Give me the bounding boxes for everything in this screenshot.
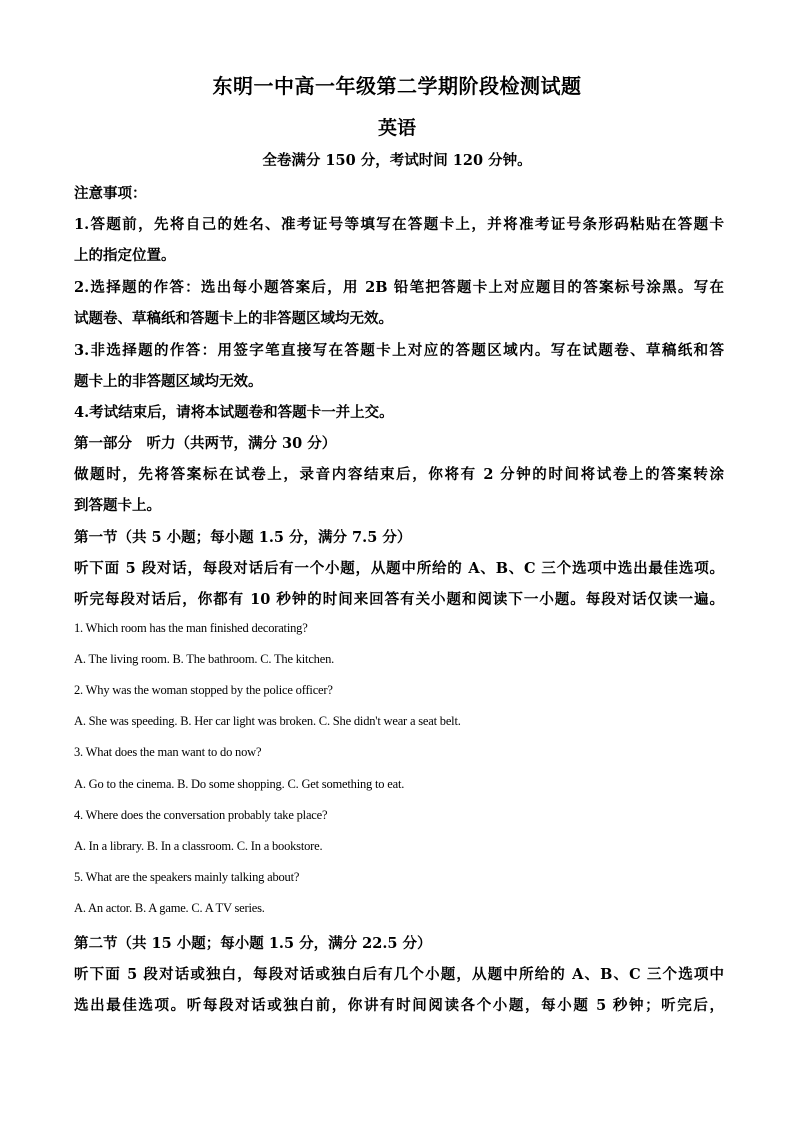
section2-instruction-line-2: 选出最佳选项。听每段对话或独白前，你讲有时间阅读各个小题，每小题 5 秒钟；听完后， — [74, 997, 724, 1014]
section2-heading: 第二节（共 15 小题；每小题 1.5 分，满分 22.5 分） — [74, 935, 432, 952]
question-2-options: A. She was speeding. B. Her car light was broken. C. She didn't wear a seat belt. — [74, 714, 461, 728]
question-4-text: 4. Where does the conversation probably take place? — [74, 808, 328, 822]
section2-instruction-line-1: 听下面 5 段对话或独白，每段对话或独白后有几个小题，从题中所给的 A、B、C 三个选项中 — [74, 966, 724, 983]
part1-intro-line-2: 到答题卡上。 — [74, 497, 161, 514]
section1-instruction-line-2: 听完每段对话后，你都有 10 秒钟的时间来回答有关小题和阅读下一小题。每段对话仅读一遍。 — [74, 591, 724, 608]
section1-heading: 第一节（共 5 小题；每小题 1.5 分，满分 7.5 分） — [74, 529, 412, 546]
notice-item-1-line-1: 1.答题前，先将自己的姓名、准考证号等填写在答题卡上，并将准考证号条形码粘贴在答题卡 — [74, 216, 724, 233]
notice-item-4: 4.考试结束后，请将本试题卷和答题卡一并上交。 — [74, 404, 394, 421]
exam-title: 东明一中高一年级第二学期阶段检测试题 — [212, 74, 582, 98]
subject-title: 英语 — [377, 117, 416, 139]
part1-intro-line-1: 做题时，先将答案标在试卷上，录音内容结束后，你将有 2 分钟的时间将试卷上的答案转涂 — [74, 466, 724, 483]
notice-item-2-line-2: 试题卷、草稿纸和答题卡上的非答题区域均无效。 — [74, 310, 393, 327]
question-4-options: A. In a library. B. In a classroom. C. In a bookstore. — [74, 839, 323, 853]
notice-item-1-line-2: 上的指定位置。 — [74, 247, 176, 264]
question-1-text: 1. Which room has the man finished decorating? — [74, 621, 308, 635]
notice-item-3-line-1: 3.非选择题的作答：用签字笔直接写在答题卡上对应的答题区域内。写在试题卷、草稿纸和答 — [74, 342, 724, 359]
notice-item-3-line-2: 题卡上的非答题区域均无效。 — [74, 373, 263, 390]
notice-item-2-line-1: 2.选择题的作答：选出每小题答案后，用 2B 铅笔把答题卡上对应题目的答案标号涂黑。写在 — [74, 279, 724, 296]
part1-heading: 第一部分 听力（共两节，满分 30 分） — [74, 435, 337, 452]
question-3-text: 3. What does the man want to do now? — [74, 745, 262, 759]
score-info: 全卷满分 150 分，考试时间 120 分钟。 — [262, 152, 532, 169]
question-3-options: A. Go to the cinema. B. Do some shopping. C. Get something to eat. — [74, 777, 405, 791]
question-1-options: A. The living room. B. The bathroom. C. The kitchen. — [74, 652, 335, 666]
question-5-text: 5. What are the speakers mainly talking about? — [74, 870, 300, 884]
question-2-text: 2. Why was the woman stopped by the police officer? — [74, 683, 333, 697]
section1-instruction-line-1: 听下面 5 段对话，每段对话后有一个小题，从题中所给的 A、B、C 三个选项中选出最佳选项。 — [74, 560, 724, 577]
notice-heading: 注意事项： — [74, 185, 147, 202]
question-5-options: A. An actor. B. A game. C. A TV series. — [74, 901, 265, 915]
